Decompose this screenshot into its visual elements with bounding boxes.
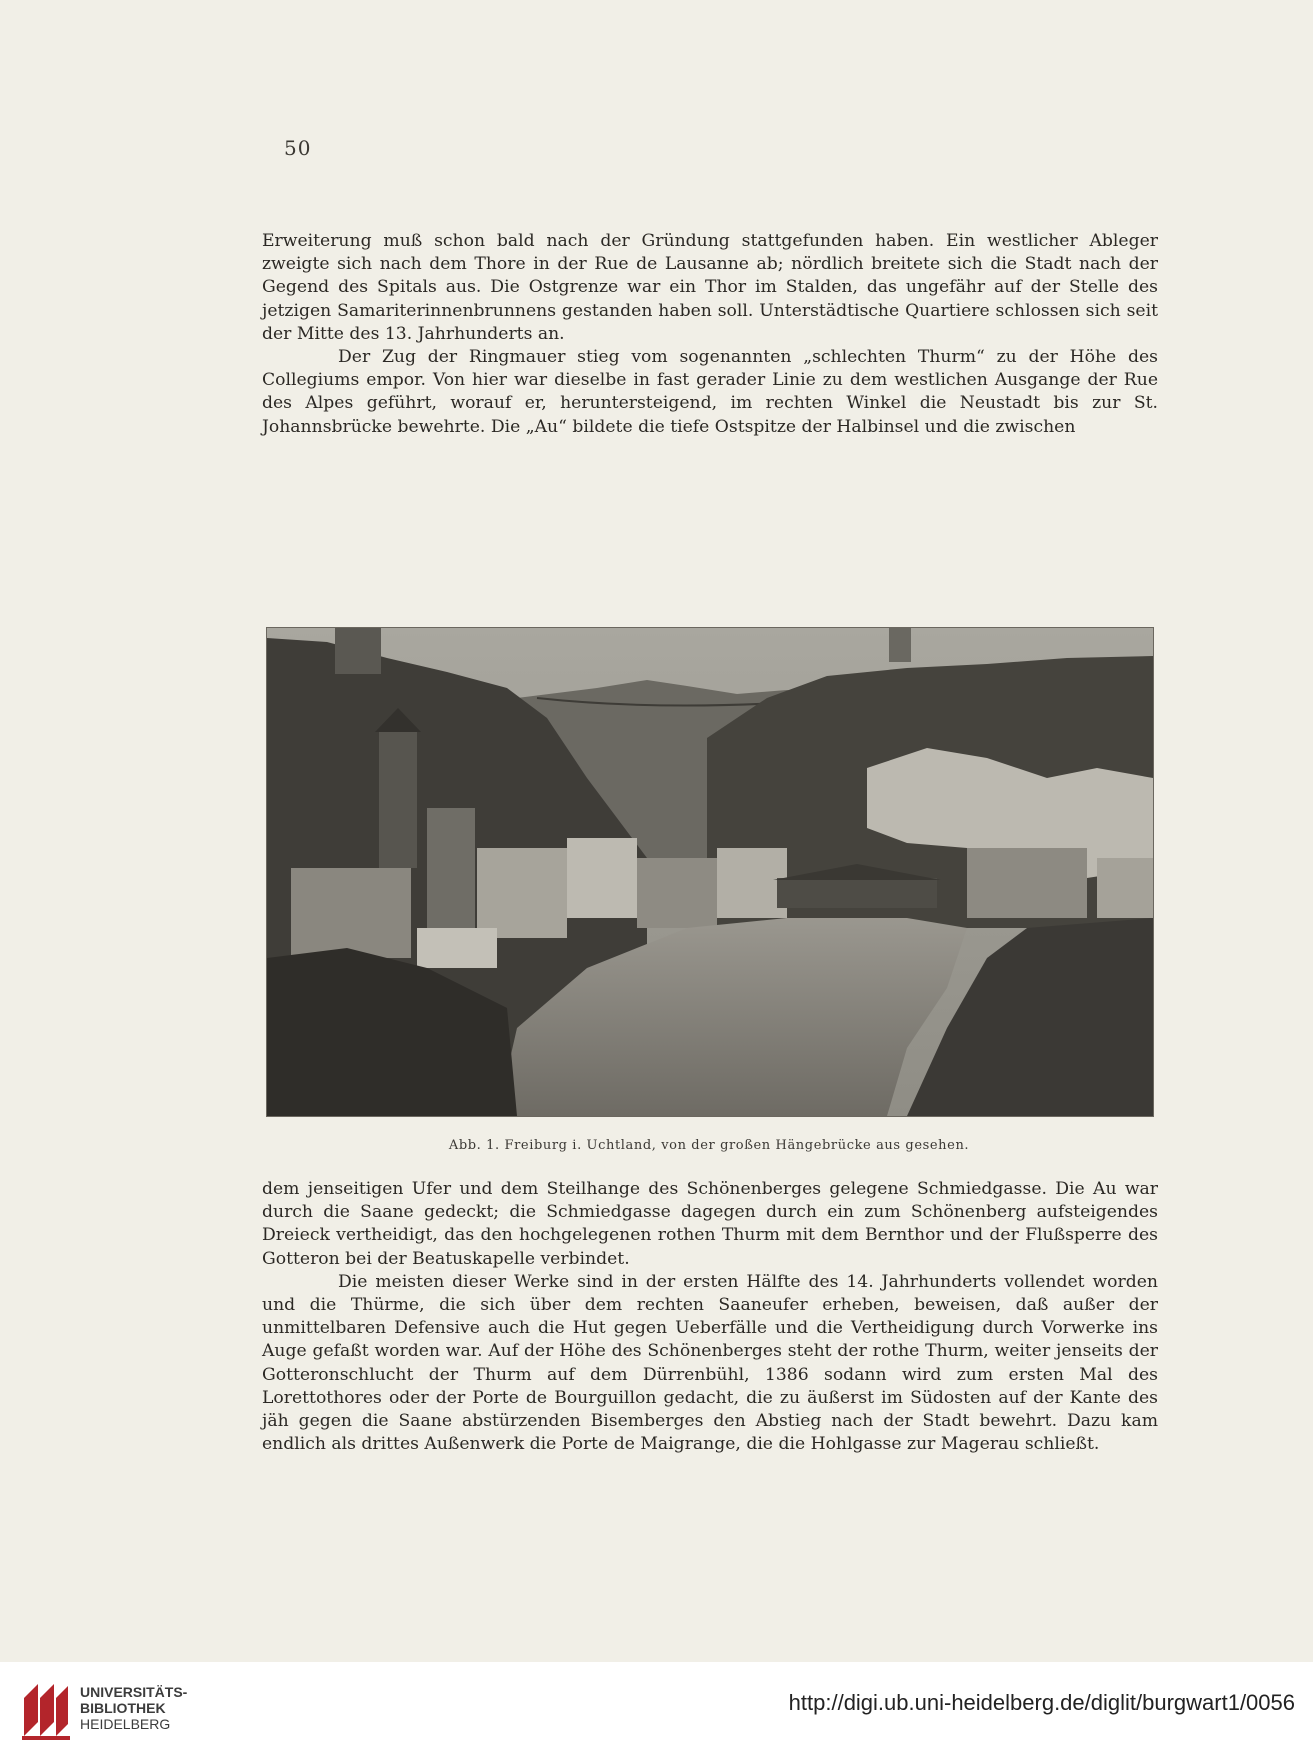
- library-name: UNIVERSITÄTS- BIBLIOTHEK HEIDELBERG: [80, 1684, 188, 1732]
- paragraph: Erweiterung muß schon bald nach der Gründung stattgefunden haben. Ein westlicher Ableger zweigte sich nach dem Thore in der Rue de Lausanne ab; nördlich breitete sich die Stadt nach der Gegend des Spitals aus. Die Ostgrenze war ein Thor im Stalden, das ungefähr auf der Stelle des jetzigen Samariterinnenbrunnens gestanden haben soll. Unterstädtische Quartiere schlossen sich seit der Mitte des 13. Jahrhunderts an.: [262, 231, 1158, 344]
- paragraph: dem jenseitigen Ufer und dem Steilhange des Schönenberges gelegene Schmiedgasse. Die Au war durch die Saane gedeckt; die Schmiedgasse dagegen durch ein zum Schönenberg aufsteigendes Dreieck vertheidigt, das den hochgelegenen rothen Thurm mit dem Bernthor und der Flußsperre des Gotteron bei der Beatuskapelle verbindet.: [262, 1179, 1158, 1269]
- photograph-freiburg: [266, 627, 1154, 1117]
- text-block-bottom: [262, 1178, 1158, 1456]
- source-url-link[interactable]: http://digi.ub.uni-heidelberg.de/diglit/burgwart1/0056: [788, 1690, 1295, 1715]
- photo-illustration: [267, 628, 1153, 1116]
- paragraph: Der Zug der Ringmauer stieg vom sogenannten „schlechten Thurm“ zu der Höhe des Collegiums empor. Von hier war dieselbe in fast gerader Linie zu dem westlichen Ausgange der Rue des Alpes geführt, worauf er, heruntersteigend, im rechten Winkel die Neustadt bis zur St. Johannsbrücke bewehrte. Die „Au“ bildete die tiefe Ostspitze der Halbinsel und die zwischen: [262, 347, 1158, 437]
- paragraph: Die meisten dieser Werke sind in der ersten Hälfte des 14. Jahrhunderts vollendet worden und die Thürme, die sich über dem rechten Saaneufer erheben, beweisen, daß außer der unmittelbaren Defensive auch die Hut gegen Ueberfälle und die Vertheidigung durch Vorwerke ins Auge gefaßt worden war. Auf der Höhe des Schönenberges steht der rothe Thurm, weiter jenseits der Gotteronschlucht der Thurm auf dem Dürrenbühl, 1386 sodann wird zum ersten Mal des Lorettothores oder der Porte de Bourguillon gedacht, die zu äußerst im Südosten auf der Kante des jäh gegen die Saane abstürzenden Bisemberges den Abstieg nach der Stadt bewehrt. Dazu kam endlich als drittes Außenwerk die Porte de Maigrange, die die Hohlgasse zur Magerau schließt.: [262, 1271, 1158, 1455]
- library-logo-icon: [18, 1676, 74, 1742]
- figure-caption: Abb. 1. Freiburg i. Uchtland, von der großen Hängebrücke aus gesehen.: [448, 1138, 970, 1153]
- footer-bar: [0, 1662, 1313, 1756]
- text-block-top: [262, 230, 1158, 439]
- page-number: 50: [284, 136, 312, 160]
